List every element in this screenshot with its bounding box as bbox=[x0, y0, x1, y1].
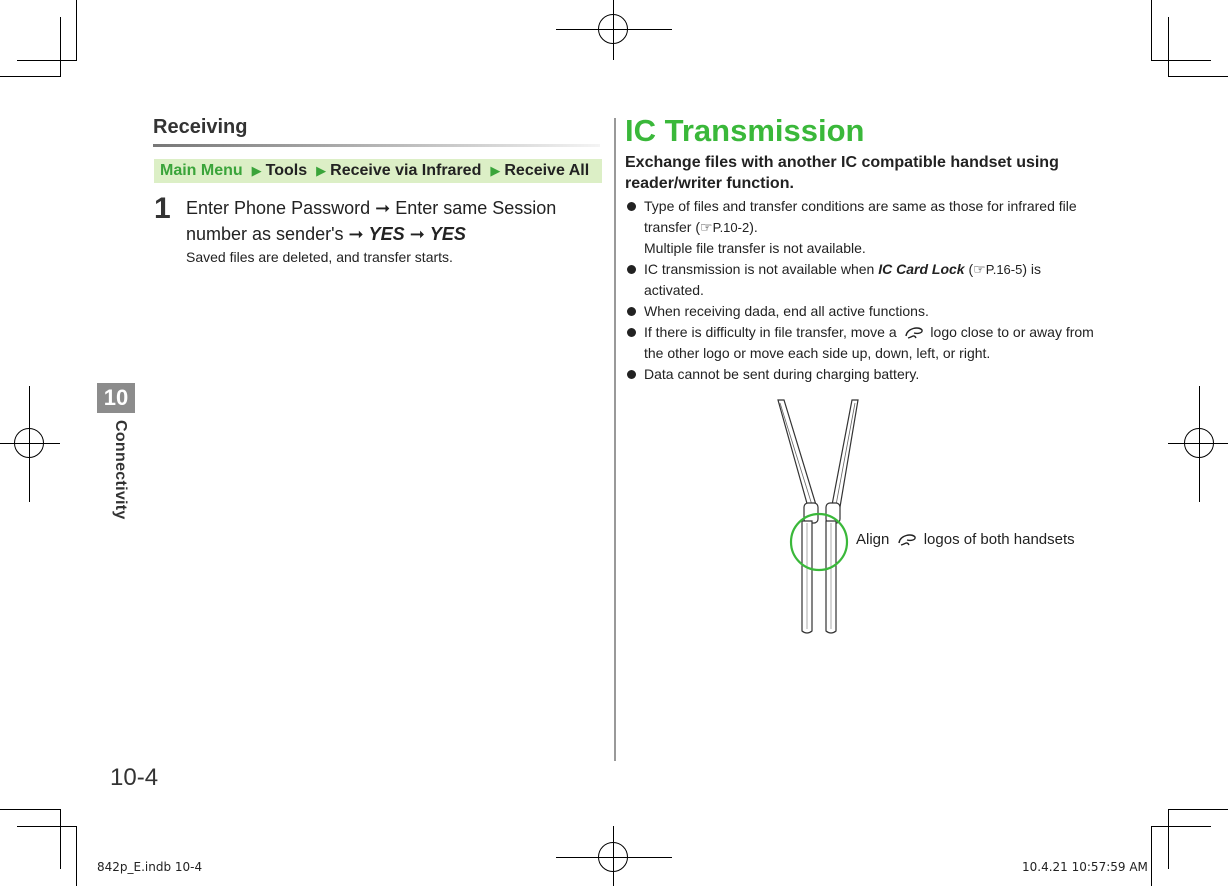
list-item: Data cannot be sent during charging battery. bbox=[625, 364, 1095, 385]
bullet-icon bbox=[627, 202, 636, 211]
bullet-icon bbox=[627, 328, 636, 337]
triangle-right-icon: ▶ bbox=[251, 163, 262, 178]
list-item: Type of files and transfer conditions are same as those for infrared file transfer (☞P.10-2). Multiple file transfer is not available. bbox=[625, 196, 1095, 259]
section-rule bbox=[153, 144, 600, 147]
list-item: If there is difficulty in file transfer, move a logo close to or away from the other logo or move each side up, down, left, or right. bbox=[625, 322, 1095, 364]
bullet-icon bbox=[627, 265, 636, 274]
ic-card-lock-term: IC Card Lock bbox=[878, 261, 965, 277]
page-number: 10-4 bbox=[110, 764, 159, 791]
page-title: IC Transmission bbox=[625, 113, 865, 148]
right-handset-upper bbox=[832, 400, 858, 507]
bullet-icon bbox=[627, 370, 636, 379]
list-item: IC transmission is not available when IC Card Lock (☞P.16-5) is activated. bbox=[625, 259, 1095, 301]
column-divider bbox=[614, 118, 616, 761]
list-item: When receiving dada, end all active functions. bbox=[625, 301, 1095, 322]
step-text-b: Enter same Session number as sender's bbox=[186, 198, 557, 244]
figure-caption: Align logos of both handsets bbox=[856, 531, 1075, 548]
pointing-hand-icon: ☞ bbox=[700, 219, 713, 235]
section-heading-receiving: Receiving bbox=[153, 116, 248, 138]
menu-root: Main Menu bbox=[160, 162, 243, 179]
felica-logo-icon bbox=[897, 532, 917, 547]
pointing-hand-icon: ☞ bbox=[973, 261, 986, 277]
bullet-list bbox=[625, 196, 1095, 385]
handsets-illustration bbox=[760, 395, 870, 640]
right-arrow-icon: ➞ bbox=[348, 224, 364, 244]
page-reference: P.10-2 bbox=[712, 220, 750, 235]
menu-path-bar bbox=[154, 159, 602, 183]
right-arrow-icon: ➞ bbox=[375, 198, 391, 218]
intro-text: Exchange files with another IC compatible handset using reader/writer function. bbox=[625, 154, 1059, 192]
footer-filename: 842p_E.indb 10-4 bbox=[97, 860, 203, 874]
yes-key-2: YES bbox=[429, 224, 466, 244]
menu-item-receive-via-infrared: Receive via Infrared bbox=[330, 162, 482, 179]
step-number: 1 bbox=[154, 192, 171, 225]
triangle-right-icon: ▶ bbox=[316, 163, 327, 178]
yes-key-1: YES bbox=[368, 224, 405, 244]
menu-item-receive-all: Receive All bbox=[504, 162, 590, 179]
right-arrow-icon: ➞ bbox=[409, 224, 425, 244]
footer-timestamp: 10.4.21 10:57:59 AM bbox=[1022, 860, 1148, 874]
menu-item-tools: Tools bbox=[265, 162, 308, 179]
step-instruction bbox=[186, 195, 606, 247]
alignment-highlight-circle bbox=[791, 514, 847, 570]
triangle-right-icon: ▶ bbox=[490, 163, 501, 178]
felica-logo-icon bbox=[904, 325, 924, 340]
chapter-number: 10 bbox=[97, 383, 135, 413]
bullet-icon bbox=[627, 307, 636, 316]
step-note: Saved files are deleted, and transfer starts. bbox=[186, 249, 453, 265]
page-reference: P.16-5 bbox=[985, 262, 1023, 277]
step-text-a: Enter Phone Password bbox=[186, 198, 371, 218]
chapter-title: Connectivity bbox=[112, 420, 129, 520]
